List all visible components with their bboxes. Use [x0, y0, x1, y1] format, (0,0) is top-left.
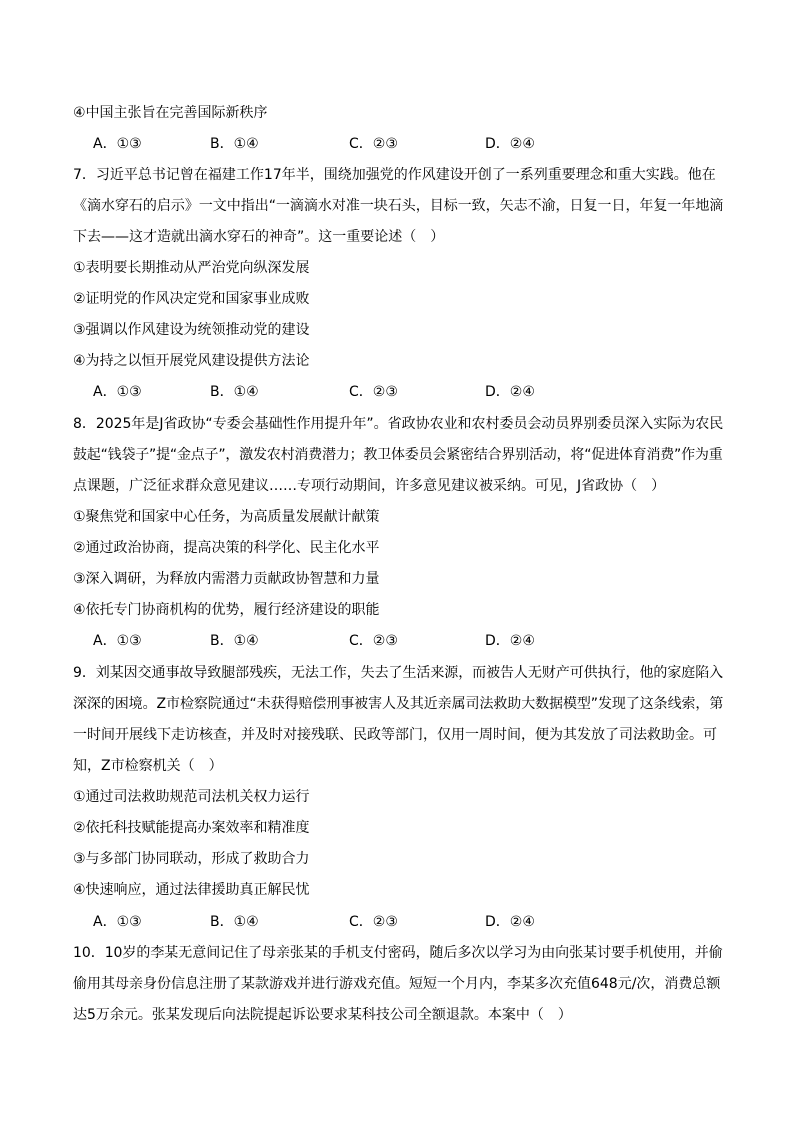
- q9-item-1: ①通过司法救助规范司法机关权力运行: [73, 789, 310, 805]
- q7-option-b: B．①④: [210, 384, 259, 400]
- q9-stem-line-2: 深深的困境。Z市检察院通过“未获得赔偿刑事被害人及其近亲属司法救助大数据模型”发现了这条线索，第: [73, 696, 724, 712]
- q6-option-c: C．②③: [349, 136, 398, 152]
- q9-stem-line-3: 一时间开展线下走访核查，并及时对接残联、民政等部门，仅用一周时间，便为其发放了司法救助金。可: [73, 727, 717, 743]
- q9-option-b: B．①④: [210, 914, 259, 930]
- q10-stem-line-2: 偷用其母亲身份信息注册了某款游戏并进行游戏充值。短短一个月内，李某多次充值648元/次，消费总额: [73, 976, 721, 992]
- q8-option-c: C．②③: [349, 633, 398, 649]
- q9-stem-line-4: 知，Z市检察机关（ ）: [73, 758, 223, 774]
- q8-option-b: B．①④: [210, 633, 259, 649]
- q8-option-a: A．①③: [93, 633, 142, 649]
- q8-stem-line-2: 鼓起“钱袋子”提“金点子”，激发农村消费潜力；教卫体委员会紧密结合界别活动，将“促进体育消费”作为重: [73, 447, 723, 463]
- q7-option-a: A．①③: [93, 384, 142, 400]
- q8-stem-line-1: 8．2025年是J省政协“专委会基础性作用提升年”。省政协农业和农村委员会动员界别委员深入实际为农民: [73, 416, 724, 432]
- q9-item-3: ③与多部门协同联动，形成了救助合力: [73, 851, 310, 867]
- q7-item-1: ①表明要长期推动从严治党向纵深发展: [73, 260, 310, 276]
- q8-item-4: ④依托专门协商机构的优势，履行经济建设的职能: [73, 602, 380, 618]
- q9-item-4: ④快速响应，通过法律援助真正解民忧: [73, 882, 310, 898]
- q8-stem-line-3: 点课题，广泛征求群众意见建议……专项行动期间，许多意见建议被采纳。可见，J省政协（ ）: [73, 478, 666, 494]
- q9-item-2: ②依托科技赋能提高办案效率和精准度: [73, 820, 310, 836]
- q9-option-a: A．①③: [93, 914, 142, 930]
- q6-option-a: A．①③: [93, 136, 142, 152]
- q7-item-2: ②证明党的作风决定党和国家事业成败: [73, 291, 310, 307]
- q6-item-4: ④中国主张旨在完善国际新秩序: [73, 105, 268, 121]
- q7-stem-line-1: 7．习近平总书记曾在福建工作17年半，围绕加强党的作风建设开创了一系列重要理念和重大实践。他在: [73, 167, 716, 183]
- q7-option-c: C．②③: [349, 384, 398, 400]
- q7-item-4: ④为持之以恒开展党风建设提供方法论: [73, 353, 310, 369]
- q10-stem-line-1: 10．10岁的李某无意间记住了母亲张某的手机支付密码，随后多次以学习为由向张某讨要手机使用，并偷: [73, 945, 723, 961]
- q9-option-c: C．②③: [349, 914, 398, 930]
- q7-stem-line-3: 下去——这才造就出滴水穿石的神奇”。这一重要论述（ ）: [73, 229, 445, 245]
- q6-option-b: B．①④: [210, 136, 259, 152]
- q8-option-d: D．②④: [485, 633, 535, 649]
- q8-item-1: ①聚焦党和国家中心任务，为高质量发展献计献策: [73, 509, 380, 525]
- q10-stem-line-3: 达5万余元。张某发现后向法院提起诉讼要求某科技公司全额退款。本案中（ ）: [73, 1007, 572, 1023]
- q8-item-3: ③深入调研，为释放内需潜力贡献政协智慧和力量: [73, 571, 380, 587]
- q6-option-d: D．②④: [485, 136, 535, 152]
- q7-option-d: D．②④: [485, 384, 535, 400]
- q9-option-d: D．②④: [485, 914, 535, 930]
- q8-item-2: ②通过政治协商，提高决策的科学化、民主化水平: [73, 540, 380, 556]
- q7-stem-line-2: 《滴水穿石的启示》一文中指出“一滴滴水对准一块石头，目标一致，矢志不渝，日复一日，年复一年地滴: [73, 198, 724, 214]
- q9-stem-line-1: 9．刘某因交通事故导致腿部残疾，无法工作，失去了生活来源，而被告人无财产可供执行，他的家庭陷入: [73, 665, 724, 681]
- q7-item-3: ③强调以作风建设为统领推动党的建设: [73, 322, 310, 338]
